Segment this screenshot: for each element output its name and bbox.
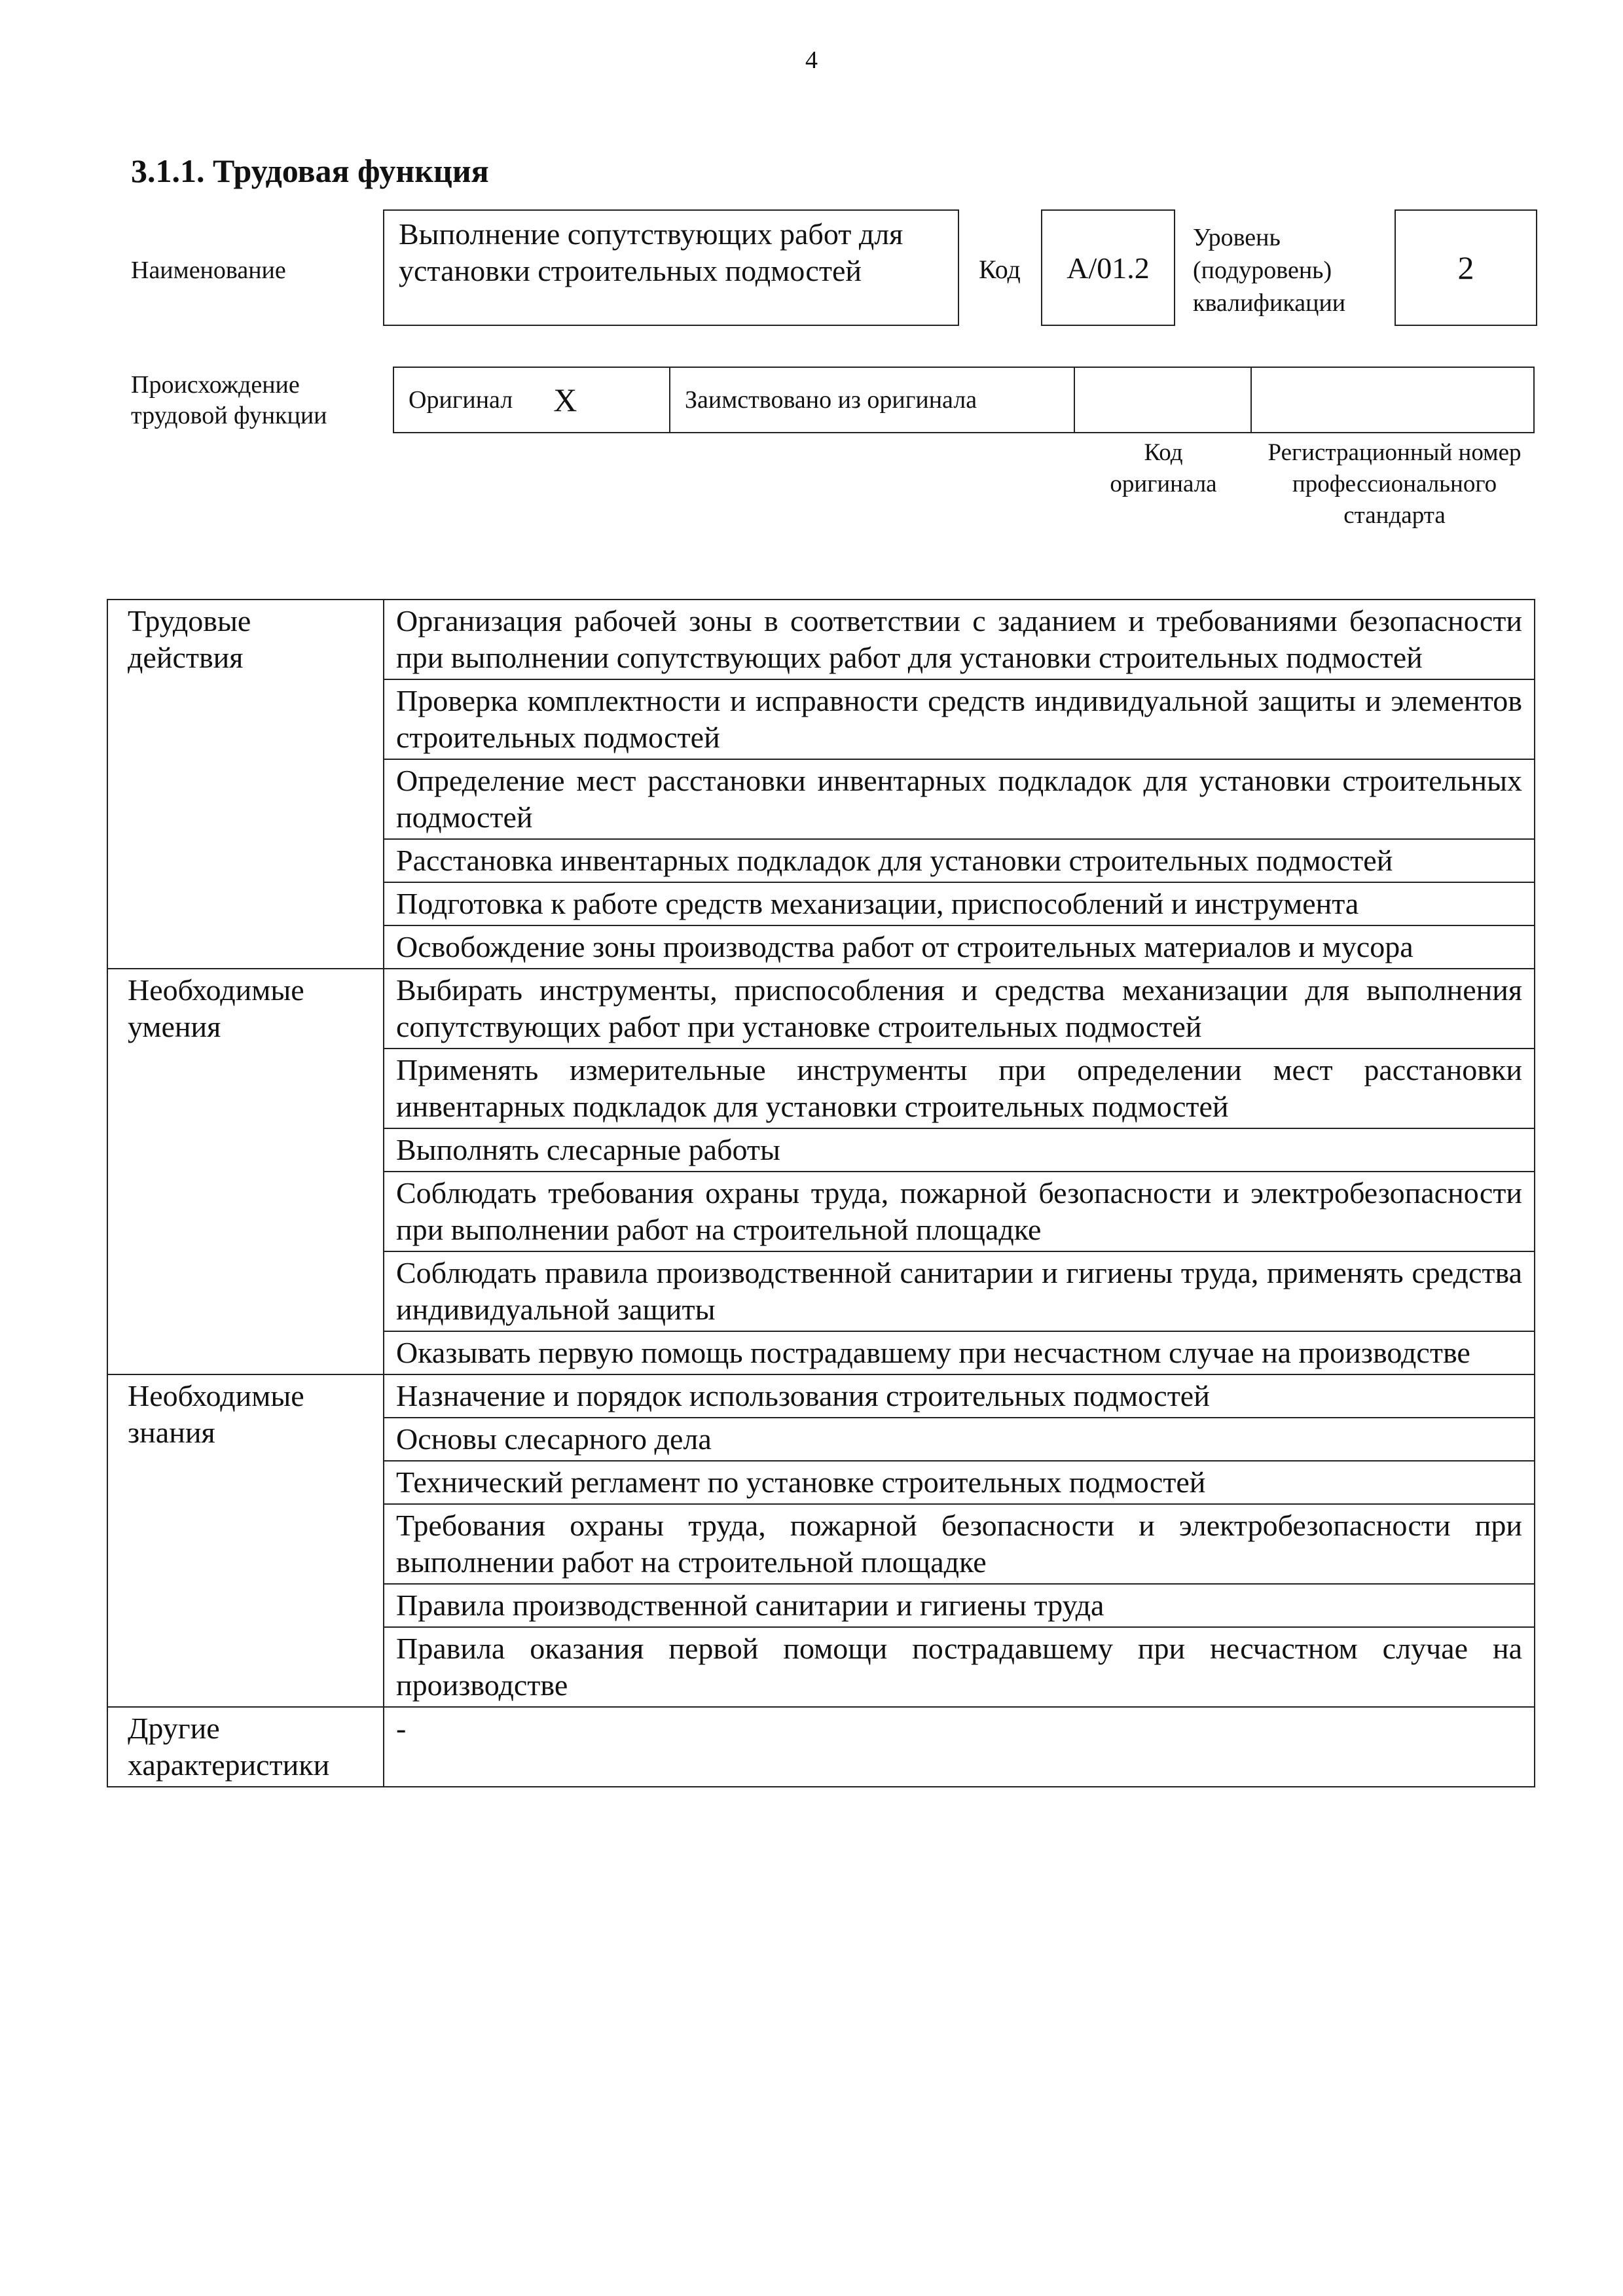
level-value: 2 <box>1457 249 1474 286</box>
code-original-caption: Код оригинала <box>1110 439 1217 497</box>
level-label: Уровень (подуровень) квалификации <box>1193 224 1346 317</box>
item-cell: Назначение и порядок использования строительных подмостей <box>384 1374 1535 1418</box>
reg-number-caption: Регистрационный номер профессионального стандарта <box>1267 439 1522 529</box>
item-cell: Расстановка инвентарных подкладок для установки строительных подмостей <box>384 839 1535 882</box>
code-value: A/01.2 <box>1067 251 1150 285</box>
code-label: Код <box>979 255 1021 284</box>
name-value-box <box>383 209 959 326</box>
table-row <box>107 1374 1535 1418</box>
origin-label: Происхождение трудовой функции <box>131 371 327 429</box>
item-cell: Основы слесарного дела <box>384 1418 1535 1461</box>
item-cell: Оказывать первую помощь пострадавшему при несчастном случае на производстве <box>384 1331 1535 1374</box>
item-cell: Соблюдать требования охраны труда, пожарной безопасности и электробезопасности при выполнении работ на строительной площадке <box>384 1172 1535 1251</box>
function-table <box>107 599 1535 1787</box>
origin-borrowed-label: Заимствовано из оригинала <box>685 386 977 414</box>
table-row <box>107 600 1535 679</box>
item-cell: Соблюдать правила производственной санитарии и гигиены труда, применять средства индивидуальной защиты <box>384 1251 1535 1331</box>
item-cell: Применять измерительные инструменты при определении мест расстановки инвентарных подкладок для установки строительных подмостей <box>384 1049 1535 1128</box>
level-value-box <box>1395 209 1537 326</box>
item-cell: Освобождение зоны производства работ от строительных материалов и мусора <box>384 925 1535 969</box>
category-cell: Трудовые действия <box>107 600 384 969</box>
origin-row <box>393 367 1535 433</box>
category-cell: Необходимые знания <box>107 1374 384 1707</box>
category-cell: Другие характеристики <box>107 1707 384 1787</box>
section-heading: 3.1.1. Трудовая функция <box>131 152 489 189</box>
origin-original-cell <box>394 368 670 432</box>
category-cell: Необходимые умения <box>107 969 384 1374</box>
name-value: Выполнение сопутствующих работ для установки строительных подмостей <box>399 217 903 287</box>
item-cell: Требования охраны труда, пожарной безопасности и электробезопасности при выполнении работ на строительной площадке <box>384 1504 1535 1584</box>
item-cell: Выполнять слесарные работы <box>384 1128 1535 1172</box>
item-cell: Подготовка к работе средств механизации, приспособлений и инструмента <box>384 882 1535 925</box>
item-cell: Правила производственной санитарии и гигиены труда <box>384 1584 1535 1627</box>
origin-reg-number-cell <box>1252 368 1533 432</box>
item-cell: - <box>384 1707 1535 1787</box>
origin-original-mark: X <box>553 382 577 418</box>
origin-original-label: Оригинал <box>409 386 513 414</box>
item-cell: Правила оказания первой помощи пострадавшему при несчастном случае на производстве <box>384 1627 1535 1707</box>
item-cell: Проверка комплектности и исправности средств индивидуальной защиты и элементов строительных подмостей <box>384 679 1535 759</box>
item-cell: Определение мест расстановки инвентарных подкладок для установки строительных подмостей <box>384 759 1535 839</box>
name-label: Наименование <box>131 257 286 284</box>
code-value-box <box>1041 209 1175 326</box>
table-row <box>107 1707 1535 1787</box>
origin-code-cell <box>1075 368 1252 432</box>
table-row <box>107 969 1535 1049</box>
origin-borrowed-cell <box>670 368 1075 432</box>
item-cell: Технический регламент по установке строительных подмостей <box>384 1461 1535 1504</box>
item-cell: Выбирать инструменты, приспособления и средства механизации для выполнения сопутствующих работ при установке строительных подмостей <box>384 969 1535 1049</box>
item-cell: Организация рабочей зоны в соответствии с заданием и требованиями безопасности при выполнении сопутствующих работ для установки строительных подмостей <box>384 600 1535 679</box>
page-number: 4 <box>805 46 818 74</box>
